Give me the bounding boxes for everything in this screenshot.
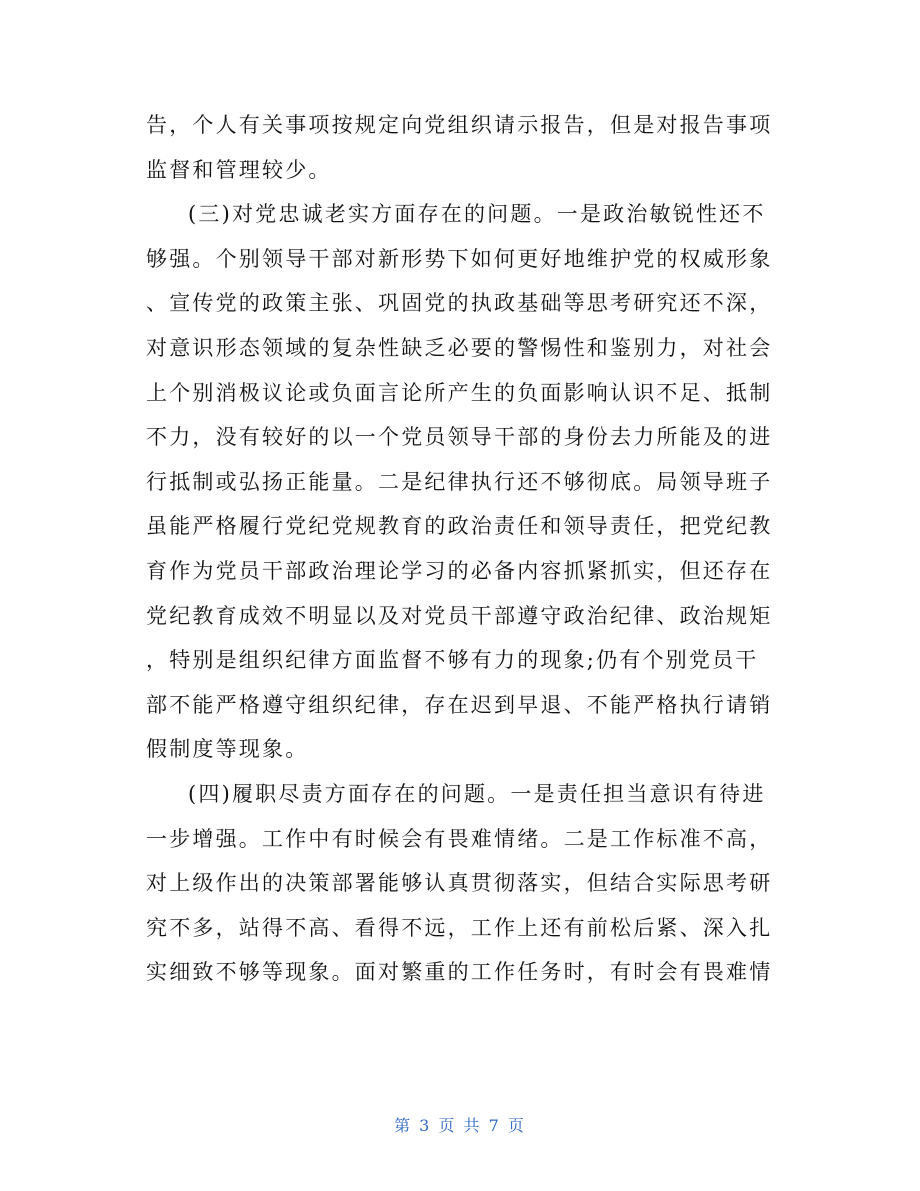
text-line: ，特别是组织纪律方面监督不够有力的现象;仍有个别党员干 — [146, 648, 759, 673]
text-line: 、宣传党的政策主张、巩固党的执政基础等思考研究还不深， — [146, 291, 773, 316]
section-heading-line: (三)对党忠诚老实方面存在的问题。一是政治敏锐性还不 — [188, 202, 766, 227]
text-line: 究不多，站得不高、看得不远，工作上还有前松后紧、深入扎 — [146, 915, 773, 940]
text-line: 上个别消极议论或负面言论所产生的负面影响认识不足、抵制 — [146, 380, 773, 405]
text-line: 对上级作出的决策部署能够认真贯彻落实，但结合实际思考研 — [146, 871, 773, 896]
text-line: 虽能严格履行党纪党规教育的政治责任和领导责任，把党纪教 — [146, 514, 773, 539]
text-line: 对意识形态领域的复杂性缺乏必要的警惕性和鉴别力，对社会 — [146, 335, 773, 360]
text-line: 部不能严格遵守组织纪律，存在迟到早退、不能严格执行请销 — [146, 692, 773, 717]
body-text — [146, 103, 786, 995]
section-heading-line: (四)履职尽责方面存在的问题。一是责任担当意识有待进 — [188, 781, 766, 806]
text-line: 够强。个别领导干部对新形势下如何更好地维护党的权威形象 — [146, 246, 773, 271]
text-line: 一步增强。工作中有时候会有畏难情绪。二是工作标准不高， — [146, 826, 773, 851]
text-line: 党纪教育成效不明显以及对党员干部遵守政治纪律、政治规矩 — [146, 603, 773, 628]
text-line: 育作为党员干部政治理论学习的必备内容抓紧抓实，但还存在 — [146, 558, 773, 583]
text-line: 实细致不够等现象。面对繁重的工作任务时，有时会有畏难情 — [146, 960, 773, 985]
text-line: 不力，没有较好的以一个党员领导干部的身份去力所能及的进 — [146, 425, 773, 450]
text-line: 行抵制或弘扬正能量。二是纪律执行还不够彻底。局领导班子 — [146, 469, 773, 494]
page-number-footer: 第 3 页 共 7 页 — [394, 1116, 526, 1135]
text-line: 假制度等现象。 — [146, 737, 309, 762]
text-line: 监督和管理较少。 — [146, 157, 332, 182]
text-line: 告，个人有关事项按规定向党组织请示报告，但是对报告事项 — [146, 113, 773, 137]
